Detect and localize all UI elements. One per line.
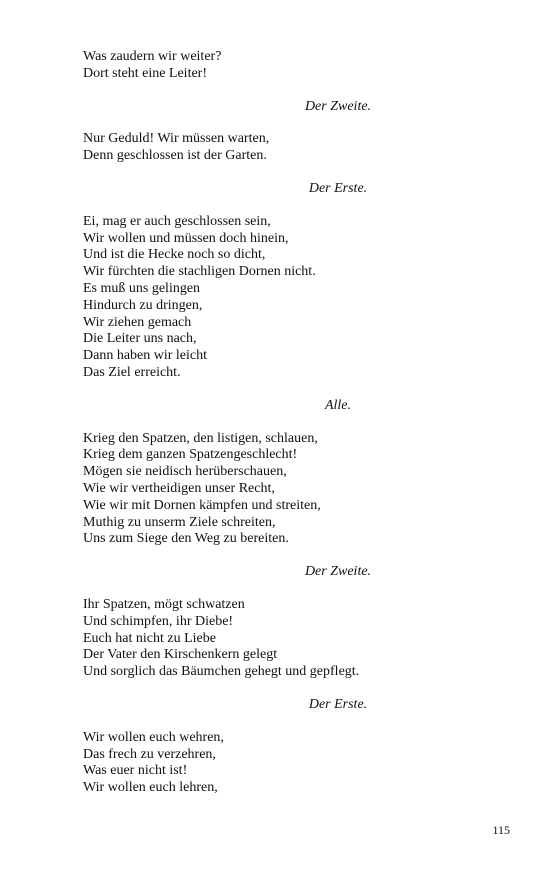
verse-line: Wir ziehen gemach <box>83 314 192 330</box>
speaker-label: Alle. <box>324 397 352 413</box>
verse-line: Wie wir vertheidigen unser Recht, <box>83 480 275 496</box>
verse-line: Uns zum Siege den Weg zu bereiten. <box>83 531 289 547</box>
verse-line: Das frech zu verzehren, <box>83 746 216 762</box>
verse-line: Ei, mag er auch geschlossen sein, <box>83 213 271 229</box>
page-number: 115 <box>492 823 510 837</box>
verse-line: Krieg den Spatzen, den listigen, schlauen, <box>83 430 318 446</box>
verse-line: Nur Geduld! Wir müssen warten, <box>83 131 270 147</box>
verse-block <box>83 597 503 681</box>
verse-line: Krieg dem ganzen Spatzengeschlecht! <box>83 447 298 463</box>
verse-line: Und sorglich das Bäumchen gehegt und gepflegt. <box>83 664 360 680</box>
verse-line: Was zaudern wir weiter? <box>83 49 222 64</box>
verse-block <box>83 431 503 549</box>
verse-line: Hindurch zu dringen, <box>83 297 203 313</box>
verse-block <box>83 131 503 165</box>
verse-line: Wie wir mit Dornen kämpfen und streiten, <box>83 497 321 513</box>
verse-line: Wir wollen euch lehren, <box>83 780 218 796</box>
verse-line: Und ist die Hecke noch so dicht, <box>83 247 266 263</box>
verse-line: Das Ziel erreicht. <box>83 364 181 380</box>
verse-line: Es muß uns gelingen <box>83 280 201 296</box>
verse-line: Was euer nicht ist! <box>83 763 188 779</box>
verse-line: Denn geschlossen ist der Garten. <box>83 148 267 164</box>
verse-line: Muthig zu unserm Ziele schreiten, <box>83 514 276 530</box>
verse-block <box>83 730 503 797</box>
verse-line: Wir fürchten die stachligen Dornen nicht. <box>83 264 316 280</box>
verse-line: Dort steht eine Leiter! <box>83 65 208 81</box>
verse-line: Die Leiter uns nach, <box>83 331 197 347</box>
verse-line: Dann haben wir leicht <box>83 348 208 364</box>
verse-line: Und schimpfen, ihr Diebe! <box>83 613 234 629</box>
speaker-label: Der Erste. <box>308 180 368 196</box>
verse-line: Der Vater den Kirschenkern gelegt <box>83 647 278 663</box>
speaker-label: Der Zweite. <box>304 564 372 580</box>
verse-line: Euch hat nicht zu Liebe <box>83 630 216 646</box>
verse-block <box>83 49 503 83</box>
verse-line: Wir wollen und müssen doch hinein, <box>83 230 289 246</box>
verse-line: Ihr Spatzen, mögt schwatzen <box>83 596 245 612</box>
speaker-label: Der Erste. <box>308 696 368 712</box>
verse-line: Mögen sie neidisch herüberschauen, <box>83 464 287 480</box>
verse-line: Wir wollen euch wehren, <box>83 729 224 745</box>
page-text <box>83 49 503 797</box>
verse-block <box>83 214 503 382</box>
speaker-label: Der Zweite. <box>304 98 372 114</box>
